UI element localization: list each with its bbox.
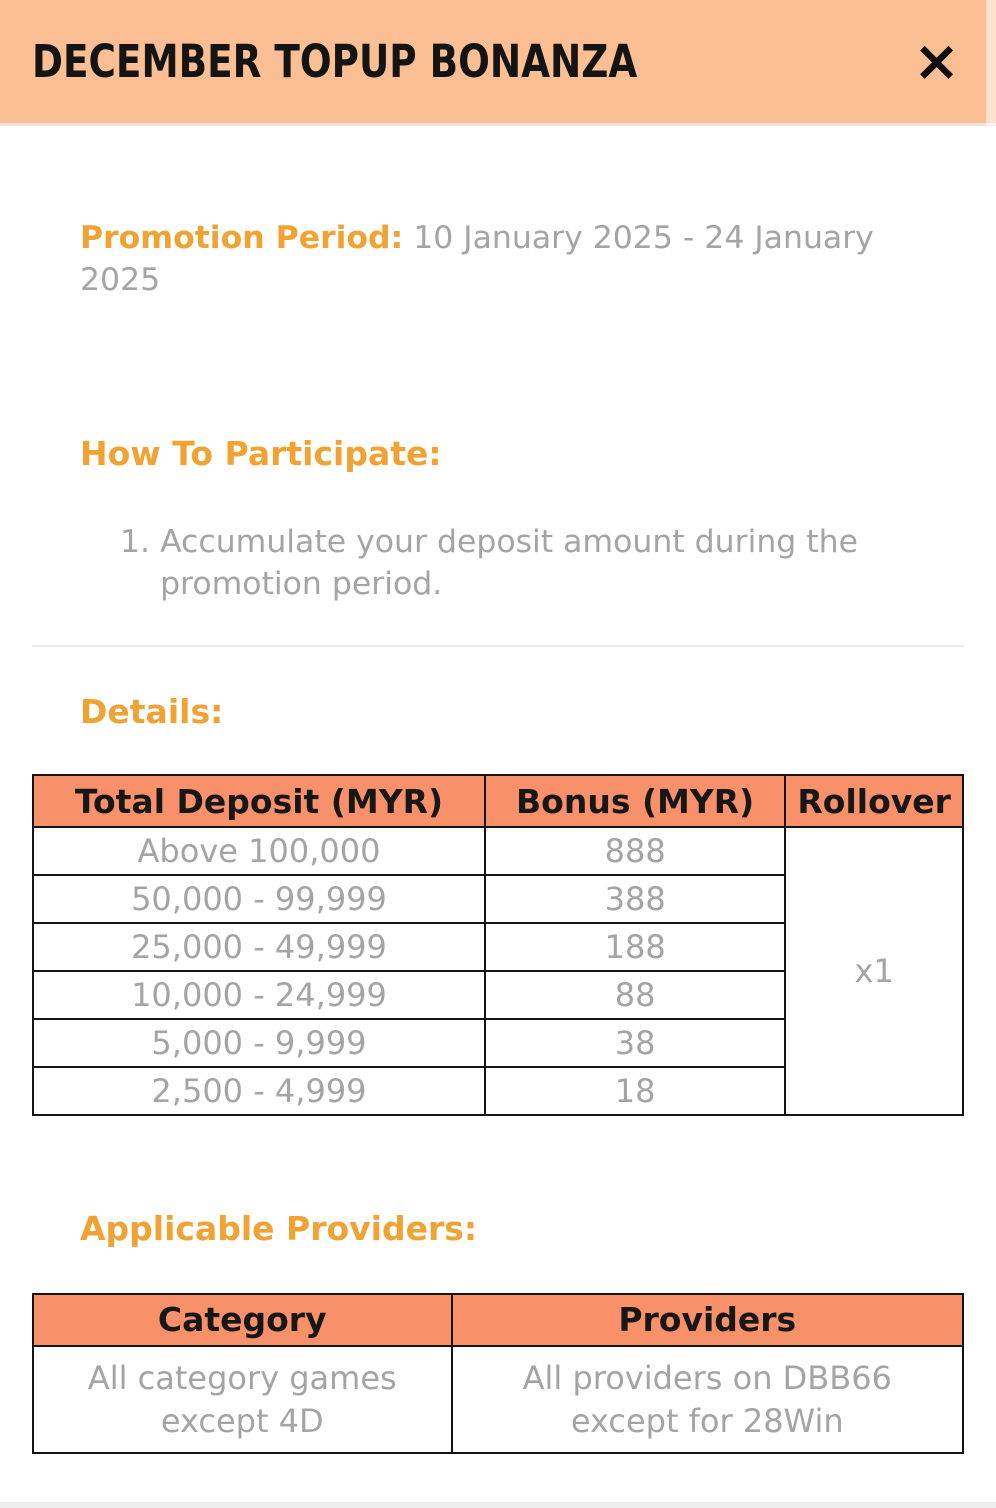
table-row (33, 1346, 963, 1453)
promotion-period-value: 10 January 2025 - 24 January 2025 (80, 220, 874, 298)
column-header-rollover: Rollover (785, 775, 963, 827)
column-header-bonus: Bonus (MYR) (485, 775, 785, 827)
bonus-cell: 388 (485, 875, 785, 923)
rollover-cell: x1 (785, 827, 963, 1115)
list-item-number: 1. (120, 524, 151, 561)
close-icon: × (913, 28, 960, 94)
page-title: DECEMBER TOPUP BONANZA (32, 35, 638, 88)
table-header-row (33, 1294, 963, 1346)
deposit-bonus-table (32, 774, 964, 1116)
modal-header (0, 0, 996, 126)
scrollbar-track[interactable] (986, 0, 996, 1502)
table-row (33, 827, 963, 875)
bonus-cell: 888 (485, 827, 785, 875)
modal-content (0, 218, 996, 1454)
list-item (120, 522, 964, 605)
bonus-cell: 18 (485, 1067, 785, 1115)
applicable-providers-heading: Applicable Providers: (80, 1209, 478, 1249)
deposit-cell: 25,000 - 49,999 (33, 923, 485, 971)
details-heading: Details: (80, 692, 224, 732)
deposit-cell: 50,000 - 99,999 (33, 875, 485, 923)
participate-steps-list (32, 522, 964, 605)
column-header-providers: Providers (452, 1294, 964, 1346)
bonus-cell: 38 (485, 1019, 785, 1067)
list-item-text: Accumulate your deposit amount during the promotion period. (160, 524, 858, 602)
column-header-deposit: Total Deposit (MYR) (33, 775, 485, 827)
column-header-category: Category (33, 1294, 452, 1346)
promotion-period-label: Promotion Period: (80, 220, 404, 256)
bonus-cell: 188 (485, 923, 785, 971)
deposit-cell: Above 100,000 (33, 827, 485, 875)
close-button[interactable] (907, 28, 966, 94)
promotion-period (80, 218, 950, 301)
providers-table (32, 1293, 964, 1454)
category-cell: All category games except 4D (33, 1346, 452, 1453)
table-header-row (33, 775, 963, 827)
section-divider (32, 645, 964, 647)
how-to-participate-heading: How To Participate: (80, 434, 442, 474)
deposit-cell: 2,500 - 4,999 (33, 1067, 485, 1115)
deposit-cell: 10,000 - 24,999 (33, 971, 485, 1019)
deposit-cell: 5,000 - 9,999 (33, 1019, 485, 1067)
providers-cell: All providers on DBB66 except for 28Win (452, 1346, 964, 1453)
bonus-cell: 88 (485, 971, 785, 1019)
